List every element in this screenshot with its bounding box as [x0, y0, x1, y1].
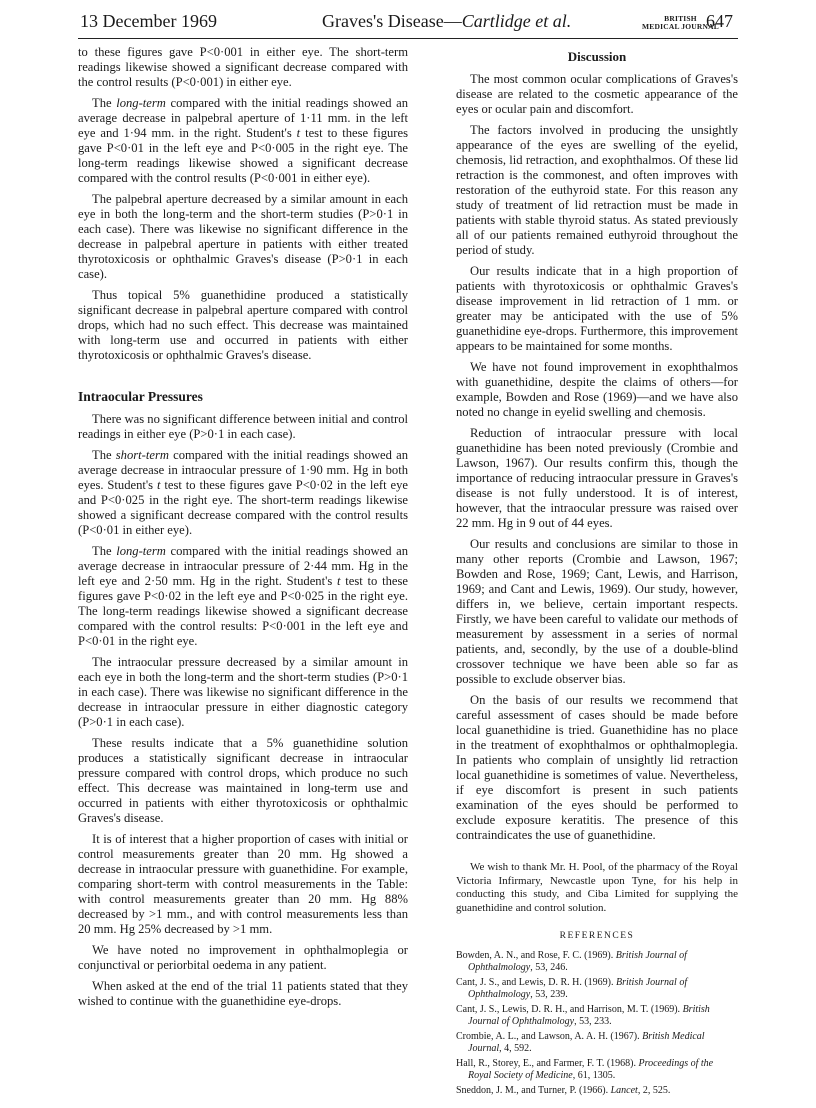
- paragraph: Our results and conclusions are similar to those in many other reports (Crombie and Lawson, 1967; Bowden and Rose, 1969; Cant, Lewis, and Harrison, 1969; and Cant and Lewis, 1969). Our study, however, differs in, we believe, certain important respects. Firstly, we have been careful to validate our methods of measurement by assessment in a series of normal patients, and, secondly, by the use of a double-blind crossover technique we have been able so far as possible to exclude observer bias.: [456, 537, 738, 686]
- paragraph: The long-term compared with the initial readings showed an average decrease in intraocular pressure of 2·44 mm. Hg in the left eye and 2·50 mm. Hg in the right. Student's t test to these figures gave P<0·02 in the left eye and P<0·025 in the right eye. The long-term readings likewise showed a significant decrease compared with the control results: P<0·001 in the left eye and P<0·01 in the right eye.: [78, 544, 409, 648]
- paragraph: The short-term compared with the initial readings showed an average decrease in intraocular pressure of 1·90 mm. Hg in both eyes. Student's t test to these figures gave P<0·02 in the left eye and P<0·025 in the right eye. The short-term readings likewise showed a significant decrease compared with the control results (P<0·01 in either eye).: [78, 448, 409, 537]
- paragraph: Reduction of intraocular pressure with local guanethidine has been noted previously (Crombie and Lawson, 1967). Our results confirm this, though the importance of reducing intraocular pressure in Graves's disease is not fully understood. It is of interest, however, that the intraocular pressure was raised over 22 mm. Hg in 9 out of 44 eyes.: [456, 426, 738, 530]
- paragraph: The palpebral aperture decreased by a similar amount in each eye in both the long-term and the short-term studies (P>0·1 in each case). There was likewise no significant difference in the decrease in palpebral aperture in patients with either treated thyrotoxicosis or ophthalmic Graves's disease (P>0·1 in each case).: [78, 192, 408, 281]
- paragraph: We have not found improvement in exophthalmos with guanethidine, despite the claims of others—for example, Bowden and Rose (1969)—and we have also noted no change in eyelid swelling and chemosis.: [456, 360, 738, 419]
- journal-logo-line2: MEDICAL JOURNAL: [642, 22, 719, 31]
- paragraph: Our results indicate that in a high proportion of patients with thyrotoxicosis or ophthalmic Graves's disease improvement in lid retraction of 1 mm. or greater may be anticipated with the use of 5% guanethidine eye-drops. Furthermore, this improvement appears to be maintained for some months.: [456, 264, 738, 353]
- acknowledgement: We wish to thank Mr. H. Pool, of the pharmacy of the Royal Victoria Infirmary, Newcastle upon Tyne, for his help in conducting this study, and Ciba Limited for supplying the guanethidine and control solution.: [456, 861, 738, 914]
- reference-item: Bowden, A. N., and Rose, F. C. (1969). British Journal of Ophthalmology, 53, 246.: [456, 950, 687, 973]
- running-title-authors: Cartlidge et al.: [461, 11, 572, 31]
- reference-item: Crombie, A. L., and Lawson, A. A. H. (1967). British Medical Journal, 4, 592.: [456, 1031, 705, 1054]
- paragraph: There was no significant difference between initial and control readings in either eye (P>0·1 in each case).: [78, 412, 408, 441]
- reference-item: Cant, J. S., and Lewis, D. R. H. (1969). British Journal of Ophthalmology, 53, 239.: [456, 977, 688, 1000]
- reference-list: [456, 950, 738, 1097]
- paragraph: On the basis of our results we recommend that careful assessment of cases should be made before local guanethidine is tried. Guanethidine has no place in the treatment of exophthalmos or ophthalmoplegia. In patients who complain of unsightly lid retraction local guanethidine is sometimes of value. Nevertheless, if eye discomfort is present in such patients examination of the eyes should be performed to exclude exposure keratitis. The presence of this contraindicates the use of guanethidine.: [456, 693, 738, 842]
- paragraph: It is of interest that a higher proportion of cases with initial or control measurements greater than 20 mm. Hg showed a decrease in intraocular pressure with guanethidine. For example, comparing short-term with control measurements in the Table: with control measurements greater than 20 mm. Hg 88% decreased by >1 mm., and with control measurements less than 20 mm. Hg 25% decreased by >1 mm.: [78, 832, 408, 936]
- left-column: [78, 45, 408, 1015]
- paragraph: These results indicate that a 5% guanethidine solution produces a statistically significant decrease in intraocular pressure compared with control drops, which produce no such effect. This decrease was maintained in long-term use and occurred in patients with either thyrotoxicosis or ophthalmic Graves's disease.: [78, 736, 408, 825]
- paragraph: The intraocular pressure decreased by a similar amount in each eye in both the long-term and the short-term studies (P>0·1 in each case). There was likewise no significant difference in the decrease in intraocular pressure in either diagnostic category (P>0·1 in each case).: [78, 655, 408, 729]
- issue-date: 13 December 1969: [80, 11, 217, 31]
- paragraph: The factors involved in producing the unsightly appearance of the eyes are swelling of the eyelid, chemosis, lid retraction, and exophthalmos. Of these lid retraction is the commonest, and often improves with restoration of the euthyroid state. For this reason any study of treatment of lid retraction must be made in patients with stable thyroid status. As stated previously all of our patients remained euthyroid throughout the period of study.: [456, 123, 738, 257]
- right-column: [456, 45, 738, 1100]
- header-rule: [78, 38, 738, 39]
- paragraph: Thus topical 5% guanethidine produced a statistically significant decrease in palpebral aperture compared with control drops, which had no such effect. This decrease was maintained with long-term use and occurred in patients with either thyrotoxicosis or ophthalmic Graves's disease.: [78, 288, 408, 362]
- page-number: 647: [706, 11, 733, 31]
- section-heading-intraocular: Intraocular Pressures: [78, 389, 203, 404]
- reference-item: Cant, J. S., Lewis, D. R. H., and Harrison, M. T. (1969). British Journal of Ophthalmology, 53, 233.: [456, 1004, 710, 1027]
- section-heading-discussion: Discussion: [567, 49, 627, 64]
- reference-item: Hall, R., Storey, E., and Farmer, F. T. (1968). Proceedings of the Royal Society of Medicine, 61, 1305.: [456, 1058, 714, 1081]
- paragraph: to these figures gave P<0·001 in either eye. The short-term readings likewise showed a significant decrease compared with the control results (P<0·001) in either eye.: [78, 45, 408, 89]
- paragraph: The long-term compared with the initial readings showed an average decrease in palpebral aperture of 1·11 mm. in the left eye and 1·94 mm. in the right. Student's t test to these figures gave P<0·01 in the left eye and P<0·005 in the right eye. The long-term readings likewise showed a significant decrease compared with the control results (P<0·001 in either eye).: [78, 96, 409, 185]
- paragraph: When asked at the end of the trial 11 patients stated that they wished to continue with the guanethidine eye-drops.: [78, 979, 408, 1008]
- references-heading: REFERENCES: [559, 931, 635, 941]
- journal-logo-line1: BRITISH: [664, 14, 697, 23]
- paragraph: We have noted no improvement in ophthalmoplegia or conjunctival or periorbital oedema in any patient.: [78, 943, 408, 972]
- running-title: [322, 11, 571, 32]
- paragraph: The most common ocular complications of Graves's disease are related to the cosmetic appearance of the eyes or ocular pain and discomfort.: [456, 72, 738, 116]
- running-title-text: Graves's Disease—: [322, 11, 462, 31]
- reference-item: Sneddon, J. M., and Turner, P. (1966). Lancet, 2, 525.: [456, 1085, 671, 1096]
- running-header: [0, 0, 816, 40]
